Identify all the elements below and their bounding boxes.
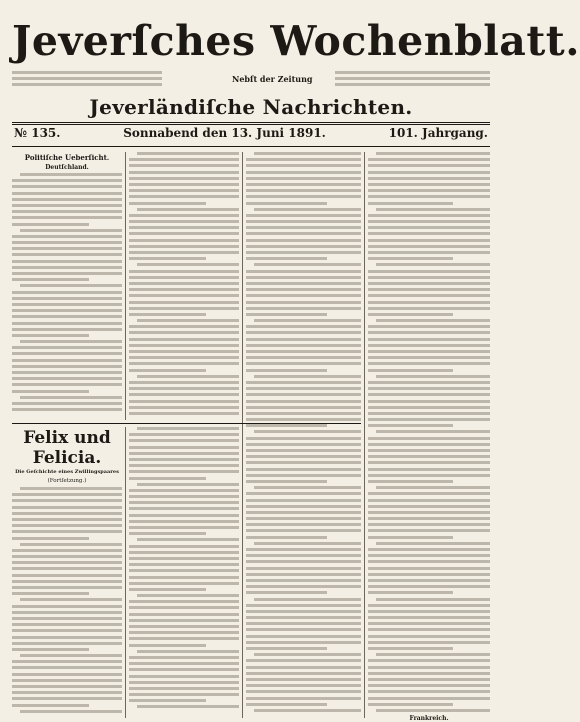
serial-title: Felix und Felicia. xyxy=(23,428,111,468)
bottom-rule xyxy=(12,146,490,147)
column-4 xyxy=(368,152,490,722)
article-text-placeholder xyxy=(12,173,122,411)
advertising-info-placeholder xyxy=(335,71,490,90)
serial-column-2 xyxy=(129,427,239,718)
subscription-info-placeholder xyxy=(12,71,162,90)
column-2 xyxy=(129,152,239,420)
section-heading-france: Frankreich. xyxy=(409,715,449,722)
section-heading-politics: Politiſche Ueberſicht. xyxy=(24,153,110,162)
article-text-placeholder xyxy=(246,152,361,712)
column-divider xyxy=(242,152,243,718)
serial-text-placeholder xyxy=(12,487,122,713)
column-1 xyxy=(12,152,122,420)
issue-date: Sonnabend den 13. Juni 1891. xyxy=(123,126,326,140)
masthead-title: Jeverſches Wochenblatt. xyxy=(12,17,580,65)
date-line xyxy=(12,125,490,146)
serial-text-placeholder xyxy=(129,427,239,708)
column-3 xyxy=(246,152,361,718)
issue-number: № 135. xyxy=(14,126,61,140)
serial-continued: (Fortſetzung.) xyxy=(47,478,87,484)
column-divider xyxy=(125,152,126,420)
section-heading-germany: Deutſchland. xyxy=(45,164,89,171)
masthead-info-row xyxy=(12,70,490,96)
column-divider xyxy=(125,427,126,718)
article-text-placeholder xyxy=(368,152,490,712)
column-divider xyxy=(364,152,365,718)
masthead-subtitle: Jeverländiſche Nachrichten. xyxy=(89,95,413,119)
article-columns xyxy=(12,152,490,722)
serial-column-1 xyxy=(12,427,122,718)
supplement-label: Nebſt der Zeitung xyxy=(232,74,313,84)
issue-volume: 101. Jahrgang. xyxy=(388,126,488,140)
serial-subtitle: Die Geſchichte eines Zwillingspaares xyxy=(15,469,119,475)
article-text-placeholder xyxy=(129,152,239,415)
